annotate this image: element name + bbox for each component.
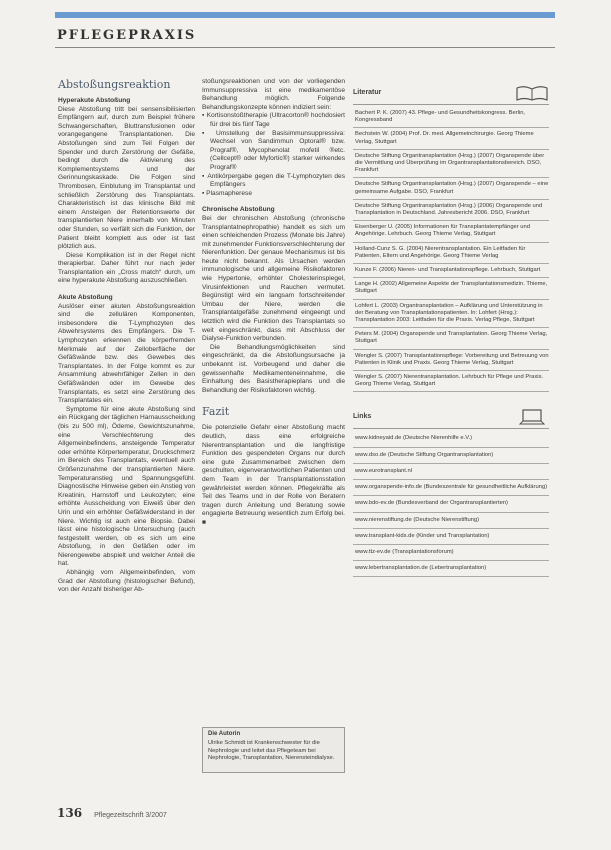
header-color-bar — [55, 12, 555, 18]
links-label: Links — [353, 413, 372, 421]
link-item[interactable]: www.eurotransplant.nl — [353, 464, 549, 480]
page-header-title: PFLEGEPRAXIS — [57, 28, 197, 43]
page-footer — [57, 806, 167, 820]
link-item[interactable]: www.nierenstiftung.de (Deutsche Nierenstiftung) — [353, 513, 549, 529]
author-text: Ulrike Schmidt ist Krankenschwester für die Nephrologie und leitet das Pflegeteam bei Nephrologie, Transplantation, Nierensteindialyse. — [208, 740, 335, 762]
computer-icon — [515, 408, 549, 426]
literature-entry: Peters M. (2004) Organspende und Transplantation. Georg Thieme Verlag, Stuttgart — [353, 328, 549, 349]
literature-entry: Eisenberger U. (2005) Informationen für Transplantatempfänger und Angehörige. Lehrbuch. Georg Thieme Verlag, Stuttgart — [353, 221, 549, 242]
literature-entry: Deutsche Stiftung Organtransplantation (Hrsg.) (2007) Organspende – eine gemeinsame Aufgabe. DSO, Frankfurt — [353, 178, 549, 199]
paragraph: Abhängig vom Allgemeinbefinden, vom Grad der Abstoßung (histologischer Befund), von der Anzahl bisheriger Ab- — [58, 569, 195, 594]
bullet-item: ▪ Antikörpergabe gegen die T-Lymphozyten des Empfängers — [202, 172, 345, 189]
bullet-item: ▪ Kortisonstoßtherapie (Ultracorton® hochdosiert für drei bis fünf Tage — [202, 112, 345, 128]
literature-entry: Lange H. (2002) Allgemeine Aspekte der Transplantationsmedizin. Thieme, Stuttgart — [353, 278, 549, 299]
open-book-icon — [515, 84, 549, 102]
paragraph: stoßungsreaktionen und von der vorliegenden Immunsuppressiva ist eine medikamentöse Behandlung möglich. Folgende Behandlungskonzepte können indiziert sein: — [202, 78, 345, 111]
paragraph: Bei der chronischen Abstoßung (chronische Transplantatnephropathie) handelt es sich um einen schleichenden Prozess (Monate bis Jahre) mit zunehmender Funktionsverschlechterung der Nierenfunktion. Der genaue Mechanismus ist bis heute nicht bekannt. Als Ursachen werden immunologische und allgemeine Risikofaktoren wie Hypertonie, erhöhter Cholesterinspiegel, Virusinfektionen und Rauchen vermutet. Begünstigt wird ein langsam fortschreitender Umbau der Niere, werden die Transplantatgefäße zunehmend eingeengt und letztlich wird die Funktion des Transplantats so weit eingeschränkt, dass mit Abschluss der Dialyse-Funktion verbunden. — [202, 214, 345, 343]
author-label: Die Autorin — [208, 731, 241, 737]
paragraph: Diese Komplikation ist in der Regel nicht therapierbar. Daher führt nur nach jeder Transplantation ein „Cross match“ durch, um eine hyperakute Abstoßung auszuschließen. — [58, 251, 195, 285]
literature-entry: Bechstein W. (2004) Prof. Dr. med. Allgemeinchirurgie. Georg Thieme Verlag, Stuttgart — [353, 128, 549, 149]
literature-label: Literatur — [353, 88, 382, 96]
section-title-conclusion: Fazit — [202, 405, 230, 419]
paragraph: Die potenzielle Gefahr einer Abstoßung macht deutlich, dass eine erfolgreiche Nierentransplantation und die langfristige Funktion des gespendeten Organs nur durch eine gute Zusammenarbeit zwischen dem geschulten, eigenverantwortlichen Patienten und dem Team in der Transplantationsstation gewährleistet werden können. Pflegekräfte als Teil des Teams und in der Rolle von Beratern tragen durch Anleitung und Beratung sowie engagierte Betreuung wesentlich zum Erfolg bei. ■ — [202, 424, 345, 526]
column-one — [58, 78, 195, 595]
sidebar — [353, 84, 549, 577]
links-header — [353, 408, 549, 429]
literature-entry: Wengler S. (2007) Transplantationspflege: Vorbereitung und Betreuung von Patienten in Klinik und Praxis. Georg Thieme Verlag, Stuttgart — [353, 350, 549, 371]
literature-entry: Kunze F. (2006) Nieren- und Transplantationspflege. Lehrbuch, Stuttgart — [353, 264, 549, 278]
literature-entry: Deutsche Stiftung Organtransplantation (Hrsg.) (2007) Organspende über die Vermittlung und Überprüfung im Organtransplantationsbereich. DSO, Frankfurt — [353, 150, 549, 179]
author-box — [202, 727, 345, 773]
literature-header — [353, 84, 549, 105]
subhead-chronic: Chronische Abstoßung — [202, 206, 275, 214]
subhead-acute: Akute Abstoßung — [58, 294, 113, 302]
paragraph: Diese Abstoßung tritt bei sensensibilisierten Empfängern auf, durch zum Beispiel frühere Schwangerschaften, Bluttransfusionen oder vorangegangene Transplantationen. Die Abstoßungen sind zum Teil Folgen der Spender und durch Zerstörung der Gefäße, bedingt durch die Aktivierung des Komplementsystems und der Gerinnungskaskade. Die Folgen sind Thrombosen, Einblutung im Transplantat und schließlich Zerstörung des Transplantats. Charakteristisch ist das klinische Bild mit einem Ansteigen der Retentionswerte der transplantierten Niere innerhalb von Minuten oder Stunden, so verfällt sich die Funktion, der Patient bleibt komplett aus oder ist fast plötzlich aus. — [58, 105, 195, 251]
section-title-rejection: Abstoßungsreaktion — [58, 78, 171, 91]
link-item[interactable]: www.ttz-ev.de (Transplantationsforum) — [353, 545, 549, 561]
paragraph: Symptome für eine akute Abstoßung sind ein Rückgang der täglichen Harnausscheidung (bis zu 500 ml), Ödeme, Gewichtszunahme, eine Verschlechterung des Allgemeinbefindens, ansteigende Temperatur oder erhöhte Körpertemperatur, Druckschmerz im Bereich des Transplantats, eventuell auch Größenzunahme der transplantierten Niere. Temperaturanstieg und Spannungsgefühl. Diagnostische Hinweise geben ein Anstieg von Kreatinin, Harnstoff und Leukozyten; eine erhöhte Ausscheidung von Eiweiß über den Urin und ein erhöhter Gefäßwiderstand in der Niere. Wichtig ist auch eine Biopsie. Dabei lässt eine histologische Untersuchung (auch festgestellt werden, ob es sich um eine Abstoßung, in den Gefäßen oder im Nierengewebe abspielt und welcher Anteil die hat. — [58, 405, 195, 568]
subhead-hyperacute: Hyperakute Abstoßung — [58, 97, 131, 104]
literature-entry: Bachert P. K. (2007) 43. Pflege- und Gesundheitskongress. Berlin, Kongressband — [353, 107, 549, 128]
header-divider — [55, 47, 555, 48]
literature-entry: Lohfert L. (2003) Organtransplantation – Aufklärung und Unterstützung in der Beratung von Transplantationspatienten. In: Lohfert (Hrsg.): Transplantation 2003: Leitfaden für die Praxis. Verlag Pflege, Stuttgart — [353, 300, 549, 329]
paragraph: Die Behandlungsmöglichkeiten sind eingeschränkt, da die Abstoßungsursache ja unbekannt ist. Vorbeugend und daher die gewissenhafte Medikamenteneinnahme, die Einhaltung des Basistherapieplans und die Behandlung der Risikofaktoren wichtig. — [202, 343, 345, 394]
link-item[interactable]: www.organspende-info.de (Bundeszentrale für gesundheitliche Aufklärung) — [353, 480, 549, 496]
paragraph: Auslöser einer akuten Abstoßungsreaktion sind die zellulären Komponenten, insbesondere die T-Lymphozyten des Abwehrsystems des Empfängers. Die T-Lymphozyten erkennen die körperfremden Merkmale auf der Zelloberfläche der Gefäßwände bzw. des Gewebes des Transplantates. In der Folge kommt es zur Ansammlung abwehrfähiger Zellen in den Gefäßwänden oder im Gewebe des Transplantats, es setzt eine Zerstörung des Transplantates ein. — [58, 302, 195, 405]
bullet-item: ▪ Umstellung der Basisimmunsuppressiva: Wechsel von Sandimmun Optoral® bzw. Prograf®, Mycophenolat mofetil ®etc. (Cellcept® oder Myfortic®) starker wirkendes Prograf® — [202, 129, 345, 171]
link-item[interactable]: www.lebertransplantation.de (Lebertransplantation) — [353, 561, 549, 577]
page-number: 136 — [57, 806, 83, 820]
literature-entry: Holland-Cunz S. G. (2004) Nierentransplantation. Ein Leitfaden für Patienten, Eltern und Angehörige. Georg Thieme Verlag — [353, 243, 549, 264]
journal-name: Pflegezeitschrift 3/2007 — [94, 812, 167, 819]
column-two — [202, 78, 345, 528]
link-item[interactable]: www.bdo-ev.de (Bundesverband der Organtransplantierten) — [353, 496, 549, 512]
literature-entry: Deutsche Stiftung Organtransplantation (Hrsg.) (2006) Organspende und Transplantation in Deutschland. Jahresbericht 2006. DSO, Frankfurt — [353, 200, 549, 221]
link-item[interactable]: www.dso.de (Deutsche Stiftung Organtransplantation) — [353, 448, 549, 464]
link-item[interactable]: www.kidneyaid.de (Deutsche Nierenhilfe e.V.) — [353, 431, 549, 447]
bullet-item: ▪ Plasmapherese — [202, 189, 252, 197]
links-box — [353, 408, 549, 577]
literature-entry: Wengler S. (2007) Nierentransplantation. Lehrbuch für Pflege und Praxis. Georg Thieme Verlag, Stuttgart — [353, 371, 549, 392]
link-item[interactable]: www.transplant-kids.de (Kinder und Transplantation) — [353, 529, 549, 545]
